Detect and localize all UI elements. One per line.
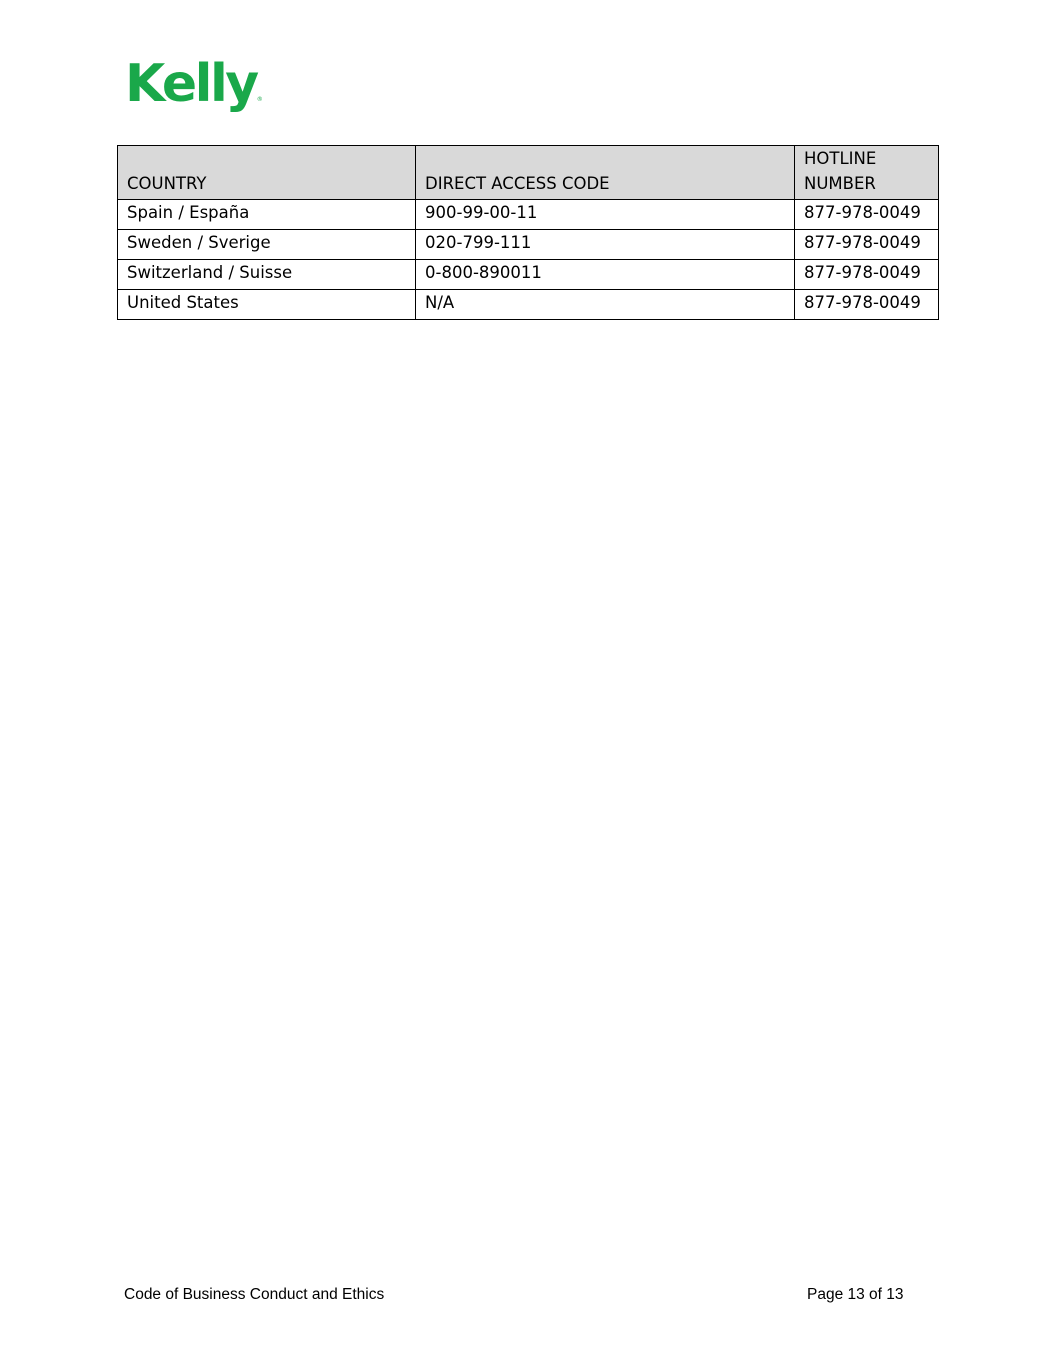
cell-country: Sweden / Sverige <box>118 230 416 260</box>
cell-hotline: 877-978-0049 <box>795 200 939 230</box>
cell-code: 0-800-890011 <box>416 260 795 290</box>
table-row <box>118 260 939 290</box>
cell-hotline: 877-978-0049 <box>795 260 939 290</box>
footer-document-title: Code of Business Conduct and Ethics <box>124 1286 385 1303</box>
table-row <box>118 290 939 320</box>
cell-country: United States <box>118 290 416 320</box>
cell-hotline: 877-978-0049 <box>795 290 939 320</box>
cell-country: Spain / España <box>118 200 416 230</box>
registered-mark: ® <box>256 96 263 103</box>
table-header-row <box>118 146 939 200</box>
hotline-table <box>117 145 939 320</box>
footer-page-number: Page 13 of 13 <box>807 1286 904 1303</box>
cell-code: 020-799-111 <box>416 230 795 260</box>
table-row <box>118 200 939 230</box>
cell-code: N/A <box>416 290 795 320</box>
table-row <box>118 230 939 260</box>
header-hotline-line1: HOTLINE <box>804 149 877 168</box>
cell-code: 900-99-00-11 <box>416 200 795 230</box>
header-country: COUNTRY <box>118 146 416 200</box>
logo-text: Kelly <box>125 54 257 114</box>
cell-hotline: 877-978-0049 <box>795 230 939 260</box>
cell-country: Switzerland / Suisse <box>118 260 416 290</box>
kelly-logo <box>125 54 263 114</box>
header-hotline-line2: NUMBER <box>804 174 876 193</box>
header-direct-access-code: DIRECT ACCESS CODE <box>416 146 795 200</box>
header-hotline-number <box>795 146 939 200</box>
